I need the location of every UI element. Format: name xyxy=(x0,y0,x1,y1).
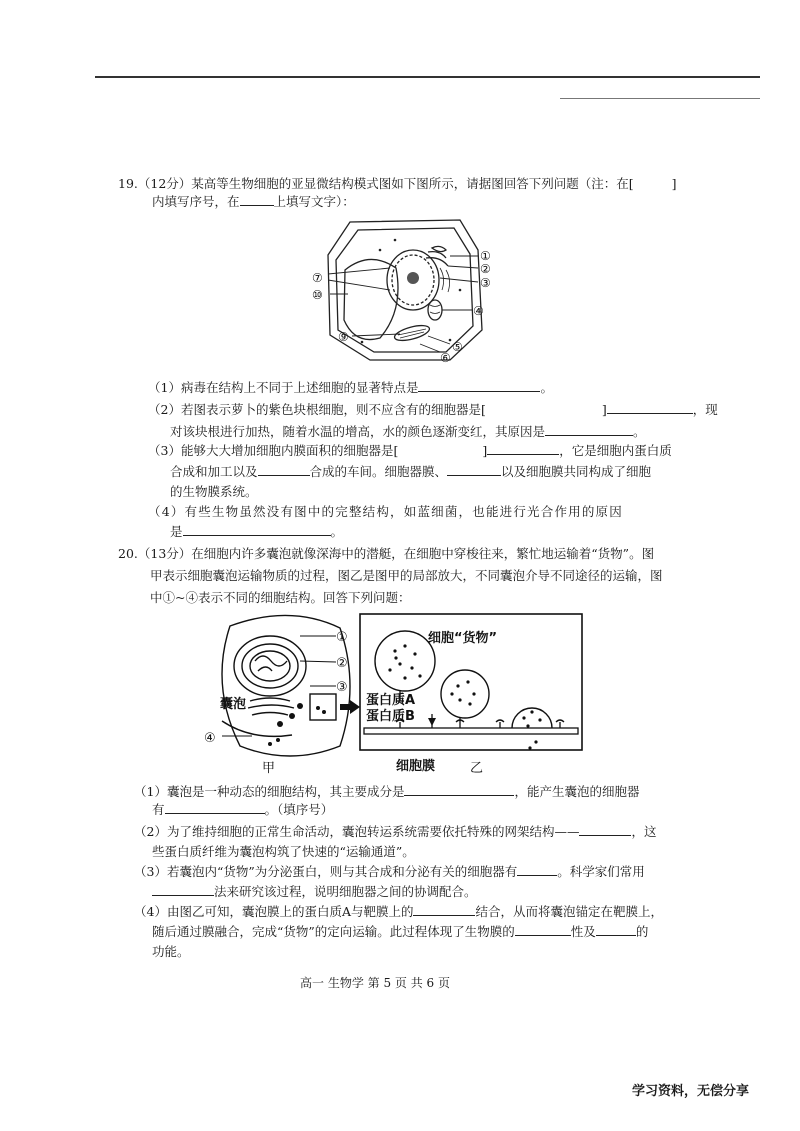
protein-a-label: 蛋白质A xyxy=(366,693,416,708)
cell-membrane-yi xyxy=(364,728,578,734)
cargo-label: 细胞“货物” xyxy=(428,631,498,646)
q19-part3-line3: 的生物膜系统。 xyxy=(170,484,258,499)
jia-num-4: ④ xyxy=(204,731,216,746)
golgi xyxy=(432,246,446,251)
label-4: ④ xyxy=(473,304,484,318)
q20-part4-line2: 随后通过膜融合，完成“货物”的定向运输。此过程体现了生物膜的 性及 的 xyxy=(152,924,649,939)
vesicle-label: 囊泡 xyxy=(220,697,247,712)
plant-cell-diagram xyxy=(300,210,510,370)
q19-header-line2: 内填写序号，在 上填写文字）： xyxy=(152,194,355,209)
label-10: ⑩ xyxy=(312,288,323,302)
top-rule-short xyxy=(560,98,760,99)
q19-part4-line2: 是 。 xyxy=(170,524,344,539)
q20-part3-line1: （3）若囊泡内“货物”为分泌蛋白，则与其合成和分泌有关的细胞器有 。科学家们常用 xyxy=(134,864,645,879)
label-2: ② xyxy=(480,262,491,276)
label-6: ⑥ xyxy=(440,351,451,365)
q20-part4-line3: 功能。 xyxy=(152,944,190,959)
vesicle-1 xyxy=(375,631,435,691)
membrane-label: 细胞膜 xyxy=(396,759,436,774)
q19-part3-line1: （3）能够大大增加细胞内膜面积的细胞器是[ ] ，它是细胞内蛋白质 xyxy=(148,443,672,458)
watermark-text: 学习资料，无偿分享 xyxy=(632,1084,750,1099)
nucleus-content xyxy=(255,656,287,671)
q19-part1: （1）病毒在结构上不同于上述细胞的显著特点是 。 xyxy=(148,380,553,395)
label-9: ⑨ xyxy=(338,330,349,344)
vesicle-2 xyxy=(441,670,489,718)
arrow-to-yi xyxy=(340,700,360,714)
q19-part2-line2: 对该块根进行加热，随着水温的增高，水的颜色逐渐变红，其原因是 。 xyxy=(170,424,646,439)
q19-header-line1: 19.（12分）某高等生物细胞的亚显微结构模式图如下图所示，请据图回答下列问题（注：在[ ] xyxy=(118,176,677,191)
q19-part2-line1: （2）若图表示萝卜的紫色块根细胞，则不应含有的细胞器是[ ] ，现 xyxy=(148,402,718,417)
q20-part1-line2: 有 。（填序号） xyxy=(152,802,334,817)
q20-part2-line2: 些蛋白质纤维为囊泡构筑了快速的“运输通道”。 xyxy=(152,844,415,859)
protein-b-label: 蛋白质B xyxy=(366,709,415,724)
jia-label: 甲 xyxy=(262,761,276,776)
jia-num-3: ③ xyxy=(336,680,348,695)
golgi-jia xyxy=(248,698,294,715)
label-1: ① xyxy=(480,249,491,263)
q20-header-line1: 20.（13分）在细胞内许多囊泡就像深海中的潜艇，在细胞中穿梭往来，繁忙地运输着“货物”。图 xyxy=(118,546,655,561)
page-footer: 高一 生物学 第 5 页 共 6 页 xyxy=(300,976,450,990)
er xyxy=(440,268,450,292)
yi-label: 乙 xyxy=(470,761,484,776)
mitochondrion xyxy=(428,300,442,320)
q19-part3-line2: 合成和加工以及 合成的车间。细胞器膜、 以及细胞膜共同构成了细胞 xyxy=(170,464,652,479)
q19-part4-line1: （4）有些生物虽然没有图中的完整结构，如蓝细菌，也能进行光合作用的原因 xyxy=(148,504,623,519)
q20-header-line3: 中①~④表示不同的细胞结构。回答下列问题： xyxy=(150,590,411,605)
q20-header-line2: 甲表示细胞囊泡运输物质的过程，图乙是图甲的局部放大，不同囊泡介导不同途径的运输，图 xyxy=(150,568,663,583)
top-rule xyxy=(95,76,760,78)
jia-num-1: ① xyxy=(336,630,348,645)
zoom-box xyxy=(310,694,336,720)
q20-part1-line1: （1）囊泡是一种动态的细胞结构，其主要成分是 ，能产生囊泡的细胞器 xyxy=(134,784,640,799)
chloroplast xyxy=(393,323,431,344)
q20-part2-line1: （2）为了维持细胞的正常生命活动，囊泡转运系统需要依托特殊的网架结构—— ，这 xyxy=(134,824,657,839)
label-5: ⑤ xyxy=(452,340,463,354)
q20-part4-line1: （4）由图乙可知，囊泡膜上的蛋白质A与靶膜上的 结合，从而将囊泡锚定在靶膜上， xyxy=(134,904,663,919)
label-7: ⑦ xyxy=(312,271,323,285)
nucleolus xyxy=(407,272,419,284)
label-3: ③ xyxy=(480,276,491,290)
vesicle-transport-diagram xyxy=(200,606,590,782)
jia-num-2: ② xyxy=(336,656,348,671)
er-outer xyxy=(234,636,306,696)
q20-part3-line2: 法来研究该过程，说明细胞器之间的协调配合。 xyxy=(152,882,477,902)
